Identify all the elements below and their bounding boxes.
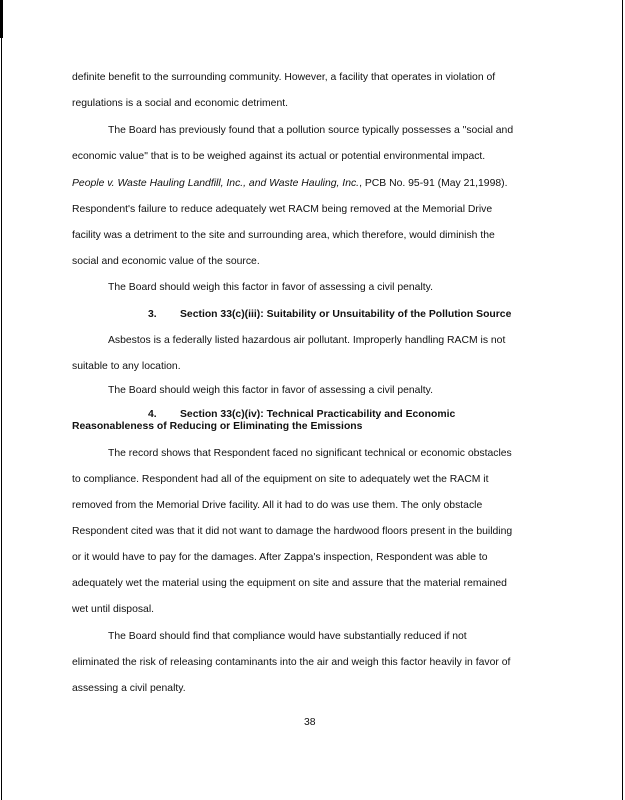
paragraph-line: eliminated the risk of releasing contaminants into the air and weigh this factor heavily in favor of [72, 657, 511, 668]
paragraph-line: or it would have to pay for the damages. After Zappa's inspection, Respondent was able to [72, 552, 488, 563]
section-heading-4: 4. Section 33(c)(iv): Technical Practicability and Economic [148, 409, 456, 420]
paragraph-line: The Board should find that compliance would have substantially reduced if not [108, 631, 467, 642]
paragraph-line: Respondent's failure to reduce adequately wet RACM being removed at the Memorial Drive [72, 204, 493, 215]
paragraph-line: definite benefit to the surrounding community. However, a facility that operates in violation of [72, 72, 496, 83]
scan-left-edge [1, 0, 2, 800]
section-heading-4-continued: Reasonableness of Reducing or Eliminating the Emissions [72, 421, 363, 432]
paragraph-line: social and economic value of the source. [72, 256, 260, 267]
citation-line [72, 177, 508, 190]
page-number: 38 [304, 717, 316, 728]
paragraph-line: facility was a detriment to the site and surrounding area, which therefore, would diminish the [72, 230, 495, 241]
paragraph-line: suitable to any location. [72, 361, 181, 372]
paragraph-line: Asbestos is a federally listed hazardous air pollutant. Improperly handling RACM is not [108, 335, 506, 346]
paragraph-line: economic value" that is to be weighed against its actual or potential environmental impact. [72, 151, 486, 162]
scan-right-edge [622, 0, 623, 800]
paragraph-line: Respondent cited was that it did not want to damage the hardwood floors present in the building [72, 526, 513, 537]
scan-corner-mark [0, 0, 3, 38]
paragraph-line: wet until disposal. [72, 604, 155, 615]
paragraph-line: The record shows that Respondent faced no significant technical or economic obstacles [108, 448, 512, 459]
paragraph-line: to compliance. Respondent had all of the equipment on site to adequately wet the RACM it [72, 474, 489, 485]
section-heading-3: 3. Section 33(c)(iii): Suitability or Unsuitability of the Pollution Source [148, 309, 512, 320]
paragraph-line: regulations is a social and economic detriment. [72, 98, 289, 109]
case-name: People v. Waste Hauling Landfill, Inc., and Waste Hauling, Inc. [72, 178, 360, 189]
paragraph-line: removed from the Memorial Drive facility. All it had to do was use them. The only obstacle [72, 500, 483, 511]
paragraph-line: The Board should weigh this factor in favor of assessing a civil penalty. [108, 385, 433, 396]
paragraph-line: assessing a civil penalty. [72, 683, 186, 694]
paragraph-line: The Board has previously found that a pollution source typically possesses a "social and [108, 125, 514, 136]
case-reference: , PCB No. 95-91 (May 21,1998). [359, 178, 508, 189]
paragraph-line: adequately wet the material using the equipment on site and assure that the material remained [72, 578, 507, 589]
paragraph-line: The Board should weigh this factor in favor of assessing a civil penalty. [108, 282, 433, 293]
